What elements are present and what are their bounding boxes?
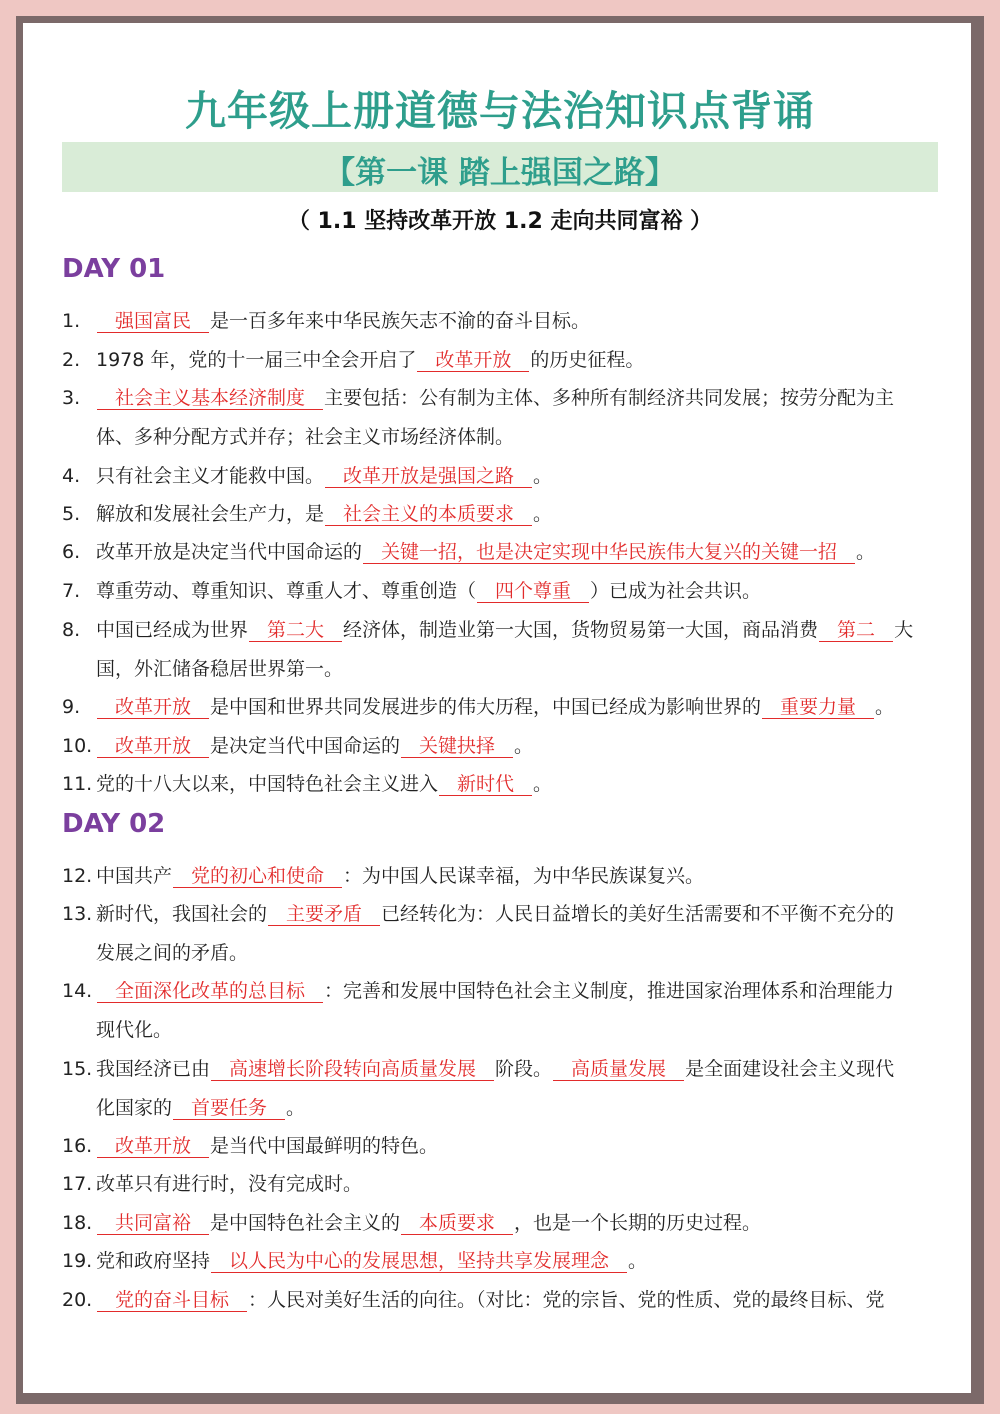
item-text — [96, 727, 942, 766]
item-text — [96, 1242, 942, 1281]
item-continuation — [96, 1011, 172, 1050]
list-item — [62, 688, 942, 727]
item-text — [96, 1165, 942, 1204]
answer-blank: 全面深化改革的总目标 — [97, 980, 323, 1003]
item-text-lead: 党和政府坚持 — [96, 1250, 211, 1272]
answer-blank: 共同富裕 — [97, 1212, 209, 1235]
item-text — [96, 895, 942, 934]
item-number: 2. — [62, 349, 81, 371]
item-text-trail: 是决定当代中国命运的 — [210, 735, 401, 757]
item-text — [96, 1050, 942, 1089]
item-text-lead: 中国已经成为世界 — [96, 619, 249, 641]
item-text-lead: 新时代，我国社会的 — [96, 903, 268, 925]
list-item — [62, 857, 942, 896]
item-text-trail: ：为中国人民谋幸福，为中华民族谋复兴。 — [343, 865, 705, 887]
item-text-trail: ）已成为社会共识。 — [590, 580, 762, 602]
day-heading-01: DAY 01 — [62, 254, 166, 284]
list-item — [62, 611, 942, 650]
answer-blank: 第二大 — [249, 619, 342, 642]
item-text-trail: 阶段。 — [495, 1058, 553, 1080]
item-text — [96, 1281, 942, 1320]
item-number: 4. — [62, 465, 81, 487]
answer-blank: 新时代 — [439, 773, 532, 796]
list-item — [62, 302, 942, 341]
item-text-trail: 是全面建设社会主义现代 — [685, 1058, 895, 1080]
answer-blank: 以人民为中心的发展思想，坚持共享发展理念 — [211, 1250, 627, 1273]
item-number: 1. — [62, 310, 81, 332]
list-item — [62, 1127, 942, 1166]
list-item — [62, 1281, 942, 1320]
item-text-trail: 。 — [286, 1097, 306, 1119]
page-title: 九年级上册道德与法治知识点背诵 — [185, 87, 815, 135]
answer-blank: 第二 — [819, 619, 893, 642]
item-text-continued: 发展之间的矛盾。 — [96, 942, 249, 964]
answer-blank: 强国富民 — [97, 310, 209, 333]
item-text-trail: 是一百多年来中华民族矢志不渝的奋斗目标。 — [210, 310, 591, 332]
item-text — [96, 1127, 942, 1166]
item-text — [96, 302, 942, 341]
answer-blank: 首要任务 — [173, 1097, 285, 1120]
item-text-lead: 只有社会主义才能救中国。 — [96, 465, 325, 487]
item-number: 18. — [62, 1212, 93, 1234]
item-number: 11. — [62, 773, 93, 795]
list-item — [62, 765, 942, 804]
item-number: 19. — [62, 1250, 93, 1272]
item-continuation — [96, 650, 343, 689]
answer-blank: 社会主义的本质要求 — [325, 503, 532, 526]
item-text-lead: 改革开放是决定当代中国命运的 — [96, 541, 363, 563]
item-text-continued: 现代化。 — [96, 1019, 173, 1041]
item-continuation — [96, 934, 248, 973]
item-text — [96, 857, 942, 896]
list-item — [62, 341, 942, 380]
item-number: 12. — [62, 865, 93, 887]
item-number: 6. — [62, 541, 81, 563]
item-text-trail: 。 — [628, 1250, 648, 1272]
item-text-trail: 已经转化为：人民日益增长的美好生活需要和不平衡不充分的 — [381, 903, 895, 925]
answer-blank: 高质量发展 — [553, 1058, 684, 1081]
item-text — [96, 495, 942, 534]
list-item — [62, 533, 942, 572]
item-text-continued: 国，外汇储备稳居世界第一。 — [96, 658, 344, 680]
list-item — [62, 457, 942, 496]
item-text-lead: 改革只有进行时，没有完成时。 — [96, 1173, 363, 1195]
lesson-title: 【第一课 踏上强国之路】 — [324, 155, 676, 191]
answer-blank: 高速增长阶段转向高质量发展 — [211, 1058, 494, 1081]
item-text-trail: 是中国特色社会主义的 — [210, 1212, 401, 1234]
list-item — [62, 1242, 942, 1281]
item-text-lead: 中国共产 — [96, 865, 173, 887]
item-number: 16. — [62, 1135, 93, 1157]
item-text-lead: 党的十八大以来，中国特色社会主义进入 — [96, 773, 439, 795]
item-number: 5. — [62, 503, 81, 525]
item-number: 20. — [62, 1289, 93, 1311]
answer-blank: 改革开放 — [97, 735, 209, 758]
answer-blank: 关键一招，也是决定实现中华民族伟大复兴的关键一招 — [363, 541, 855, 564]
answer-blank: 党的初心和使命 — [173, 865, 342, 888]
item-text — [96, 1204, 942, 1243]
item-text-trail: 是当代中国最鲜明的特色。 — [210, 1135, 439, 1157]
item-text-trail: 。 — [514, 735, 534, 757]
list-item — [62, 1165, 942, 1204]
item-text-trail: 经济体，制造业第一大国，货物贸易第一大国，商品消费 — [343, 619, 819, 641]
item-text — [96, 533, 942, 572]
item-text — [96, 379, 942, 418]
answer-blank: 党的奋斗目标 — [97, 1289, 247, 1312]
item-text — [96, 972, 942, 1011]
answer-blank: 四个尊重 — [477, 580, 589, 603]
item-text-trail: ，也是一个长期的历史过程。 — [514, 1212, 762, 1234]
item-text-trail: 。 — [875, 696, 895, 718]
answer-blank: 主要矛盾 — [268, 903, 380, 926]
item-text-continued: 体、多种分配方式并存；社会主义市场经济体制。 — [96, 426, 515, 448]
list-item — [62, 1050, 942, 1089]
item-number: 14. — [62, 980, 93, 1002]
list-item — [62, 1204, 942, 1243]
item-text-trail: ：人民对美好生活的向往。（对比：党的宗旨、党的性质、党的最终目标、党 — [248, 1289, 885, 1311]
item-text — [96, 611, 942, 650]
item-number: 9. — [62, 696, 81, 718]
list-item — [62, 572, 942, 611]
item-text-trail: 。 — [856, 541, 876, 563]
answer-blank: 重要力量 — [762, 696, 874, 719]
item-text-trail: 。 — [533, 773, 553, 795]
item-number: 7. — [62, 580, 81, 602]
list-item — [62, 895, 942, 934]
section-subtitle: （ 1.1 坚持改革开放 1.2 走向共同富裕 ） — [287, 209, 713, 234]
answer-blank: 改革开放 — [97, 1135, 209, 1158]
item-text-lead: 我国经济已由 — [96, 1058, 211, 1080]
day-heading-02: DAY 02 — [62, 809, 166, 839]
item-text — [96, 572, 942, 611]
item-text — [96, 457, 942, 496]
answer-blank: 本质要求 — [401, 1212, 513, 1235]
list-item — [62, 495, 942, 534]
list-item — [62, 972, 942, 1011]
item-number: 10. — [62, 735, 93, 757]
item-text-trail: 。 — [533, 503, 553, 525]
item-number: 8. — [62, 619, 81, 641]
item-text — [96, 341, 942, 380]
item-text-trail: 主要包括：公有制为主体、多种所有制经济共同发展；按劳分配为主 — [324, 387, 895, 409]
answer-blank: 社会主义基本经济制度 — [97, 387, 323, 410]
item-text-trail: ：完善和发展中国特色社会主义制度，推进国家治理体系和治理能力 — [324, 980, 895, 1002]
item-text-continued: 化国家的 — [96, 1097, 173, 1119]
item-continuation — [96, 418, 514, 457]
answer-blank: 关键抉择 — [401, 735, 513, 758]
answer-blank: 改革开放是强国之路 — [325, 465, 532, 488]
item-continuation — [96, 1089, 305, 1128]
item-text-trail: 的历史征程。 — [530, 349, 645, 371]
list-item — [62, 379, 942, 418]
item-number: 13. — [62, 903, 93, 925]
item-text-lead: 解放和发展社会生产力，是 — [96, 503, 325, 525]
item-text-trail: 。 — [533, 465, 553, 487]
item-text — [96, 688, 942, 727]
item-number: 3. — [62, 387, 81, 409]
item-text-trail: 大 — [894, 619, 914, 641]
answer-blank: 改革开放 — [417, 349, 529, 372]
answer-blank: 改革开放 — [97, 696, 209, 719]
item-text-lead: 1978 年，党的十一届三中全会开启了 — [96, 349, 417, 371]
item-text — [96, 765, 942, 804]
item-text-lead: 尊重劳动、尊重知识、尊重人才、尊重创造（ — [96, 580, 477, 602]
item-number: 15. — [62, 1058, 93, 1080]
list-item — [62, 727, 942, 766]
item-number: 17. — [62, 1173, 93, 1195]
item-text-trail: 是中国和世界共同发展进步的伟大历程，中国已经成为影响世界的 — [210, 696, 762, 718]
